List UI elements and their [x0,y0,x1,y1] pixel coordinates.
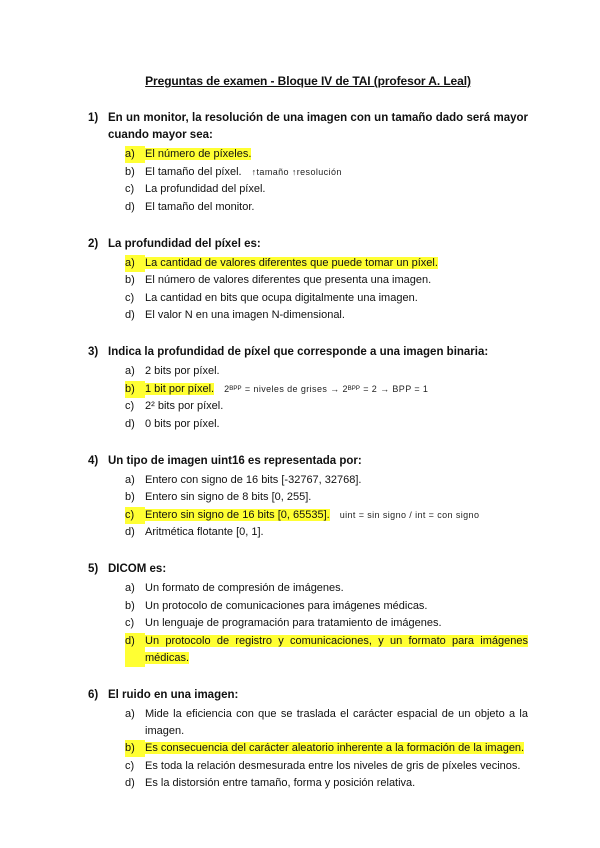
question-number: 2) [88,237,99,250]
option-text: Un protocolo de comunicaciones para imágenes médicas. [145,599,428,612]
page-title: Preguntas de examen - Bloque IV de TAI (profesor A. Leal) [145,74,471,88]
option-body [145,307,528,324]
option-3 [125,398,528,415]
option-body [145,199,528,216]
option-letter: a) [125,707,135,720]
option-text: Entero sin signo de 8 bits [0, 255]. [145,491,312,503]
handwritten-note: uint = sin signo / int = con signo [339,509,480,520]
question-2 [88,236,528,325]
option-body [145,758,528,775]
option-letter: a) [125,365,135,377]
option-4 [125,199,528,216]
option-letter: b) [125,381,145,398]
option-4 [125,416,528,433]
option-letter: d) [125,777,135,789]
option-letter: c) [125,183,135,195]
option-4 [125,775,528,792]
highlighted-answer: Es consecuencia del carácter aleatorio inherente a la formación de la imagen. [145,742,525,754]
option-body [145,615,528,632]
option-body [145,775,528,792]
option-letter: b) [125,274,135,286]
option-2 [125,489,528,506]
option-text: Entero con signo de 16 bits [-32767, 32768]. [145,473,362,486]
option-list [88,146,528,216]
option-body [145,416,528,433]
question-header [88,687,528,704]
option-letter: a) [125,473,135,486]
option-body [145,706,528,740]
option-1 [125,580,528,597]
option-text: Mide la eficiencia con que se traslada el carácter espacial de un objeto a la imagen. [145,707,528,737]
option-2 [125,740,528,757]
highlighted-answer: La cantidad de valores diferentes que puede tomar un píxel. [145,256,438,269]
option-text: El tamaño del píxel. [145,165,242,178]
option-body [145,580,528,597]
option-4 [125,524,528,541]
highlighted-answer: Entero sin signo de 16 bits [0, 65535]. [145,508,330,521]
option-letter: a) [125,582,135,594]
option-1 [125,146,528,163]
option-body [145,398,528,415]
option-list [88,472,528,542]
option-letter: b) [125,599,135,612]
option-body [145,146,528,163]
question-6 [88,687,528,793]
option-letter: c) [125,400,135,412]
option-4 [125,307,528,324]
option-list [88,363,528,433]
option-text: Aritmética flotante [0, 1]. [145,526,264,538]
option-body [145,740,528,757]
option-text: El valor N en una imagen N-dimensional. [145,309,345,321]
option-body [145,255,528,272]
highlighted-answer: Un protocolo de registro y comunicaciones, y un formato para imágenes médicas. [145,634,528,664]
handwritten-note: 2ᴮᴾᴾ = niveles de grises → 2ᴮᴾᴾ = 2 → BPP = 1 [224,383,429,394]
option-body [145,598,528,615]
option-list [88,706,528,793]
question-header [88,236,528,253]
option-list [88,580,528,667]
question-text: Indica la profundidad de píxel que corresponde a una imagen binaria: [108,346,489,358]
question-header [88,110,528,144]
option-letter: d) [125,417,135,430]
option-letter: a) [125,255,145,272]
option-body [145,633,528,667]
option-body [145,181,528,198]
option-3 [125,181,528,198]
option-body [145,507,528,524]
option-letter: c) [125,507,145,524]
option-text: 0 bits por píxel. [145,417,220,430]
option-letter: d) [125,200,135,213]
question-header [88,453,528,470]
question-header [88,561,528,578]
option-text: 2 bits por píxel. [145,365,220,377]
question-text: En un monitor, la resolución de una imagen con un tamaño dado será mayor cuando mayor sea: [108,112,528,141]
question-3 [88,344,528,433]
option-3 [125,758,528,775]
option-body [145,489,528,506]
option-1 [125,255,528,272]
option-text: Es la distorsión entre tamaño, forma y posición relativa. [145,777,416,789]
option-1 [125,706,528,740]
option-3 [125,290,528,307]
option-letter: d) [125,526,135,538]
question-5 [88,561,528,667]
question-text: Un tipo de imagen uint16 es representada por: [108,454,362,467]
question-number: 4) [88,454,99,467]
option-text: La profundidad del píxel. [145,183,266,195]
option-2 [125,164,528,181]
option-letter: d) [125,633,145,667]
highlighted-answer: El número de píxeles. [145,148,252,160]
option-text: El número de valores diferentes que presenta una imagen. [145,274,432,286]
option-body [145,272,528,289]
question-header [88,344,528,361]
question-1 [88,110,528,216]
option-text: Un lenguaje de programación para tratamiento de imágenes. [145,617,442,629]
option-text: 2² bits por píxel. [145,400,224,412]
option-letter: c) [125,617,135,629]
option-2 [125,381,528,398]
option-text: La cantidad en bits que ocupa digitalmente una imagen. [145,291,418,304]
option-body [145,290,528,307]
option-body [145,164,528,181]
option-letter: c) [125,759,135,772]
question-number: 1) [88,112,99,124]
option-2 [125,272,528,289]
question-text: DICOM es: [108,563,167,575]
highlighted-answer: 1 bit por píxel. [145,382,215,395]
option-letter: c) [125,291,135,304]
question-list [88,110,528,792]
option-1 [125,472,528,489]
option-body [145,472,528,489]
question-4 [88,453,528,542]
option-letter: b) [125,740,145,757]
option-body [145,381,528,398]
question-number: 3) [88,346,99,358]
question-number: 5) [88,563,99,575]
option-3 [125,615,528,632]
option-letter: d) [125,309,135,321]
handwritten-note: ↑tamaño ↑resolución [251,166,342,177]
option-letter: a) [125,146,145,163]
option-body [145,524,528,541]
question-text: La profundidad del píxel es: [108,237,261,250]
option-body [145,363,528,380]
option-1 [125,363,528,380]
option-3 [125,507,528,524]
question-text: El ruido en una imagen: [108,688,239,701]
option-text: Es toda la relación desmesurada entre los niveles de gris de píxeles vecinos. [145,759,521,772]
option-text: El tamaño del monitor. [145,200,255,213]
option-letter: b) [125,165,135,178]
option-letter: b) [125,491,135,503]
question-number: 6) [88,688,99,701]
option-4 [125,633,528,667]
option-2 [125,598,528,615]
option-text: Un formato de compresión de imágenes. [145,582,344,594]
option-list [88,255,528,325]
